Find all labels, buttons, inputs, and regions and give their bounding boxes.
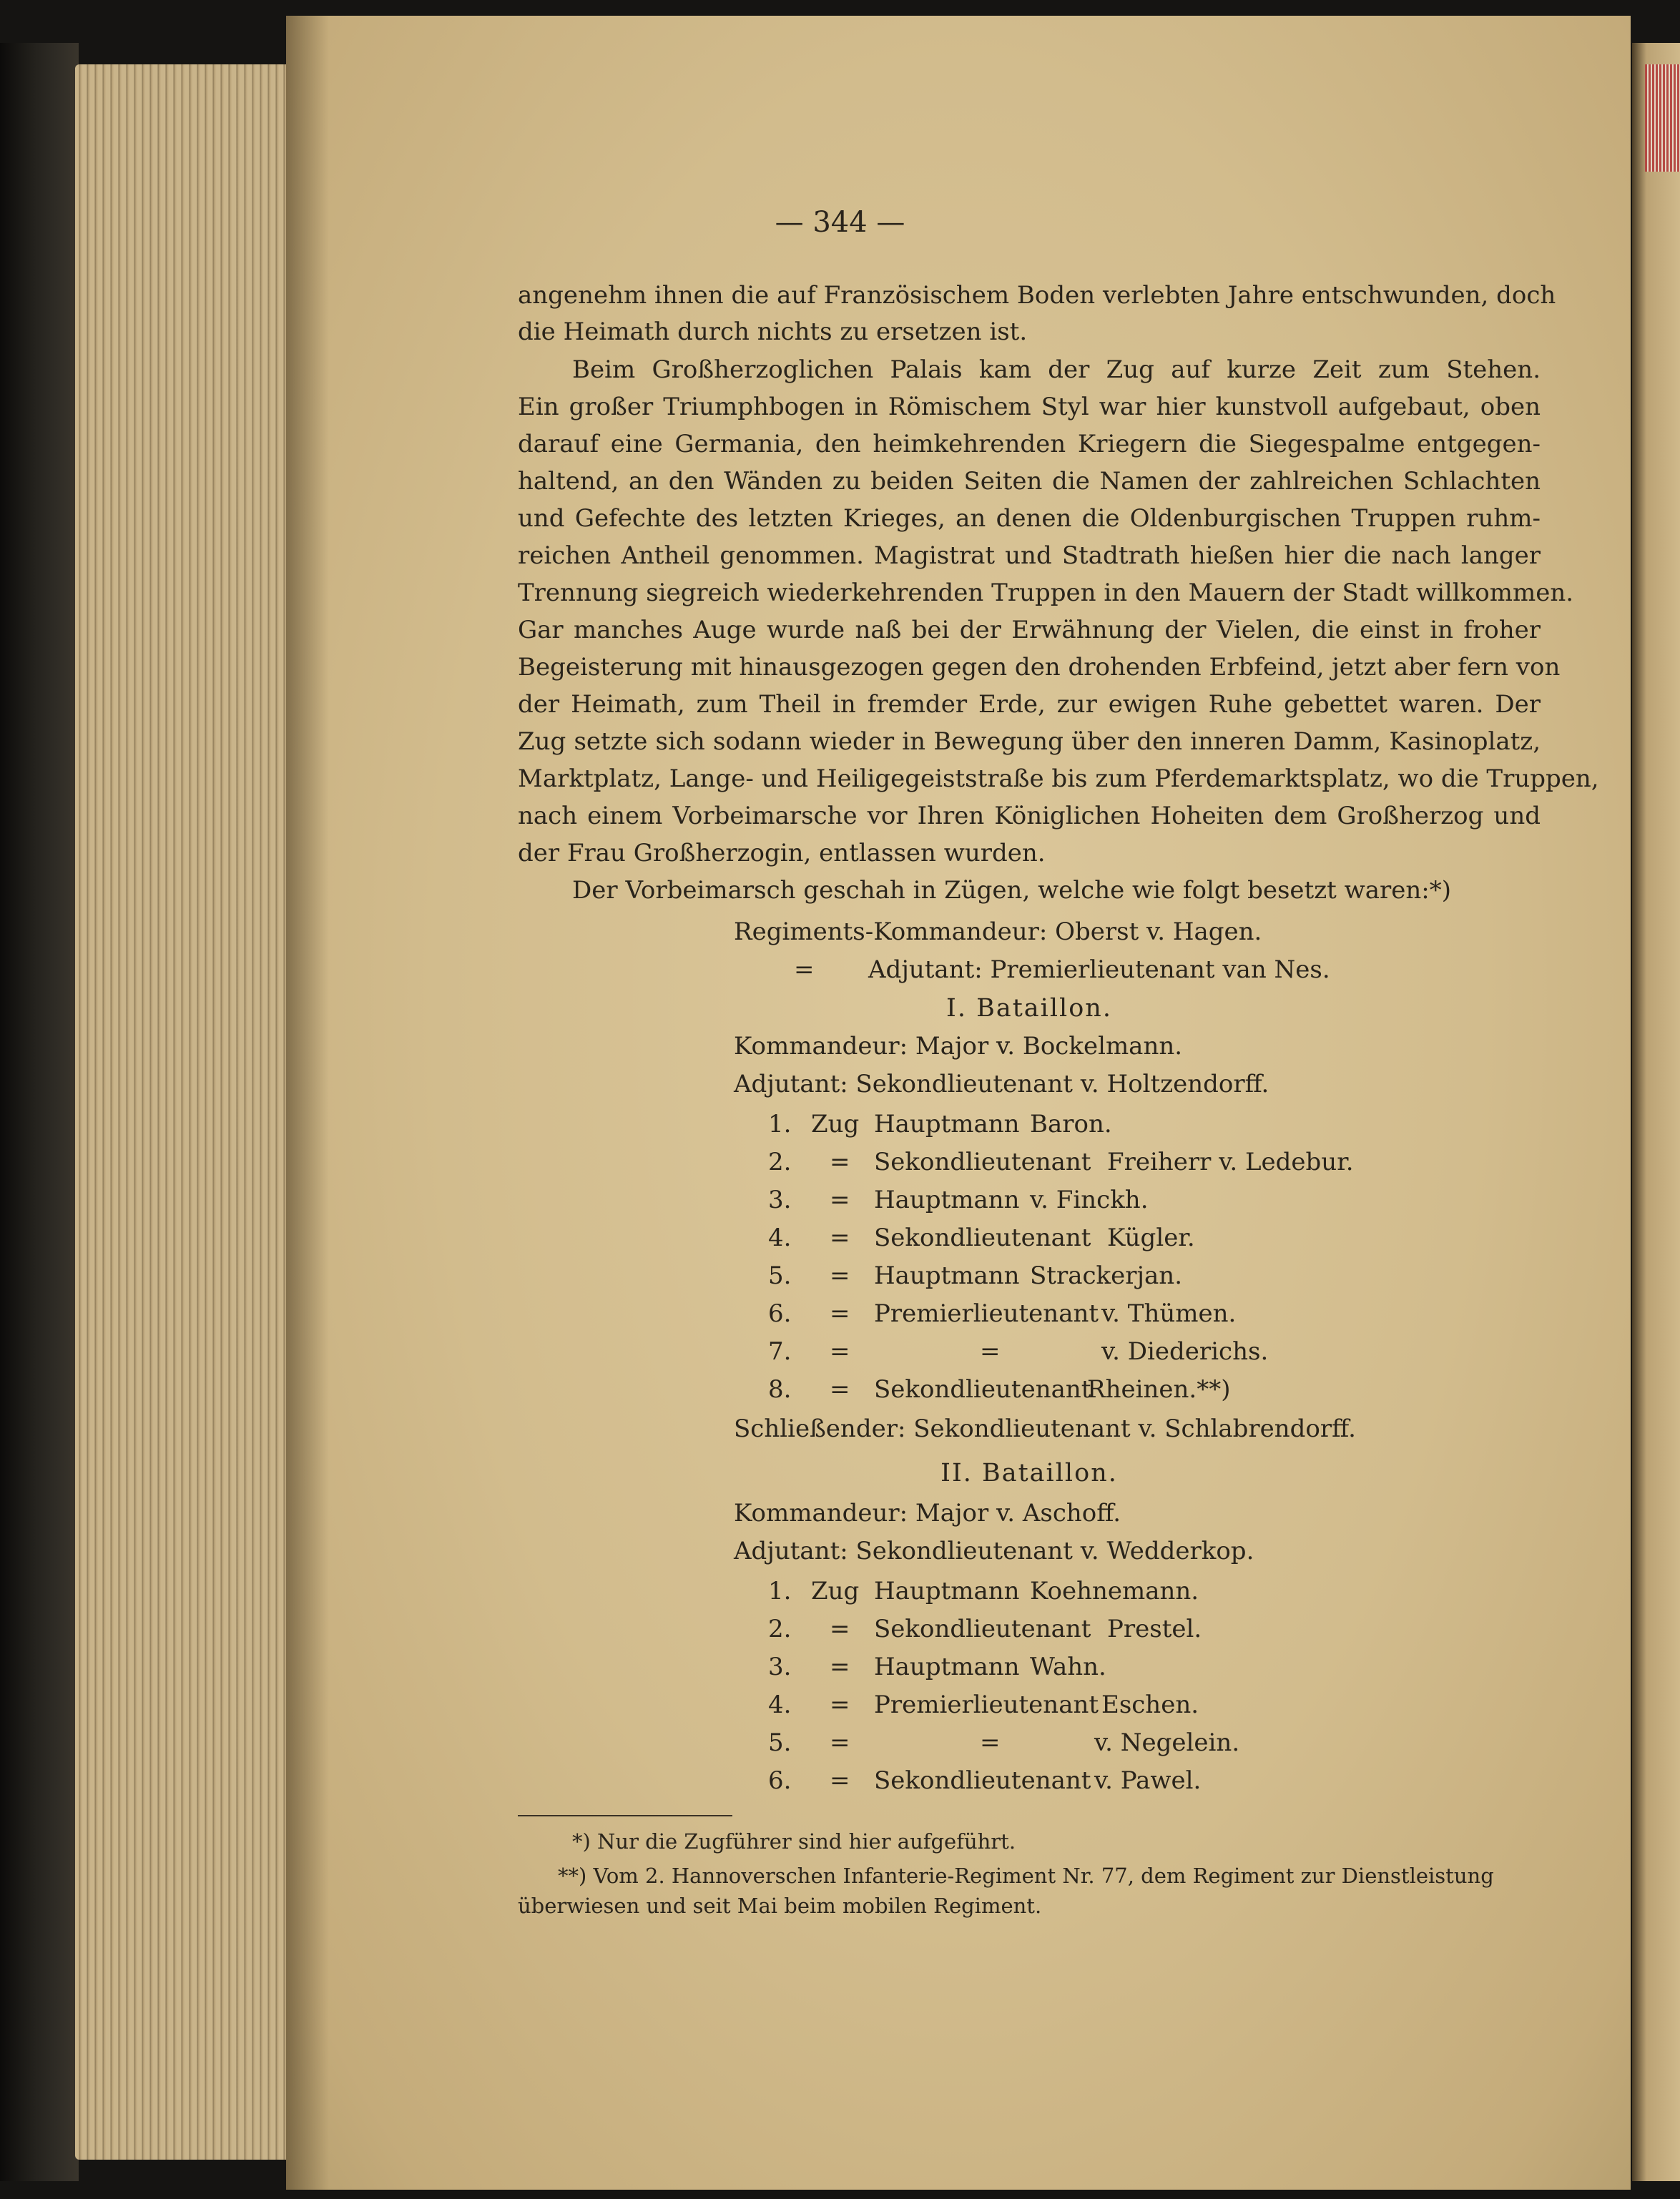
zug-mark: =: [830, 1653, 850, 1681]
zug-number: 5.: [768, 1728, 792, 1757]
paragraph-line: der Heimath, zum Theil in fremder Erde, zur ewigen Ruhe gebettet waren. Der: [518, 690, 1541, 719]
battalion-2-kommandeur: Kommandeur: Major v. Aschoff.: [734, 1499, 1121, 1528]
zug-rank: Hauptmann: [874, 1653, 1020, 1681]
regiment-adjutant: Adjutant: Premierlieutenant van Nes.: [868, 955, 1330, 984]
book-spine: [0, 43, 79, 2181]
paragraph-line: Gar manches Auge wurde naß bei der Erwähnung der Vielen, die einst in froher: [518, 616, 1541, 644]
zug-rank: =: [980, 1728, 1001, 1757]
paragraph-line: Zug setzte sich sodann wieder in Bewegung über den inneren Damm, Kasinoplatz,: [518, 727, 1541, 756]
battalion-1-kommandeur: Kommandeur: Major v. Bockelmann.: [734, 1032, 1183, 1061]
battalion-1-schliessender: Schließender: Sekondlieutenant v. Schlabrendorff.: [734, 1415, 1356, 1443]
zug-officer: v. Negelein.: [1094, 1728, 1240, 1757]
paragraph-line: Ein großer Triumphbogen in Römischem Styl war hier kunstvoll aufgebaut, oben: [518, 393, 1541, 421]
paragraph-line: Begeisterung mit hinausgezogen gegen den drohenden Erbfeind, jetzt aber fern von: [518, 653, 1561, 682]
zug-rank: Hauptmann: [874, 1261, 1020, 1290]
zug-number: 1.: [768, 1110, 792, 1138]
paragraph-line: die Heimath durch nichts zu ersetzen ist.: [518, 318, 1028, 346]
zug-rank: Premierlieutenant: [874, 1691, 1099, 1719]
paragraph-line: der Frau Großherzogin, entlassen wurden.: [518, 839, 1046, 867]
zug-number: 6.: [768, 1299, 792, 1328]
paragraph-line: Der Vorbeimarsch geschah in Zügen, welche wie folgt besetzt waren:*): [572, 876, 1451, 905]
zug-number: 8.: [768, 1375, 792, 1404]
footnote: **) Vom 2. Hannoverschen Infanterie-Regiment Nr. 77, dem Regiment zur Dienstleistung: [558, 1864, 1494, 1888]
zug-officer: Strackerjan.: [1030, 1261, 1183, 1290]
zug-mark: =: [830, 1186, 850, 1214]
paragraph-line: Trennung siegreich wiederkehrenden Truppen in den Mauern der Stadt willkommen.: [518, 579, 1574, 607]
paragraph-line: Marktplatz, Lange- und Heiligegeiststraße bis zum Pferdemarktsplatz, wo die Truppen,: [518, 764, 1599, 793]
zug-number: 3.: [768, 1653, 792, 1681]
battalion-1-heading: I. Bataillon.: [946, 994, 1112, 1023]
battalion-2-heading: II. Bataillon.: [940, 1459, 1118, 1487]
zug-rank: =: [980, 1337, 1001, 1366]
zug-mark: =: [830, 1224, 850, 1252]
zug-mark: =: [830, 1299, 850, 1328]
zug-number: 2.: [768, 1148, 792, 1176]
zug-officer: Rheinen.**): [1087, 1375, 1231, 1404]
zug-number: 1.: [768, 1577, 792, 1605]
zug-officer: v. Thümen.: [1101, 1299, 1237, 1328]
footnote-rule: [518, 1815, 732, 1816]
zug-mark: =: [830, 1615, 850, 1643]
zug-mark: =: [830, 1375, 850, 1404]
zug-officer: v. Finckh.: [1030, 1186, 1149, 1214]
battalion-2-adjutant: Adjutant: Sekondlieutenant v. Wedderkop.: [734, 1537, 1254, 1565]
zug-mark: =: [830, 1148, 850, 1176]
paragraph-line: nach einem Vorbeimarsche vor Ihren Königlichen Hoheiten dem Großherzog und: [518, 802, 1541, 830]
zug-officer: v. Diederichs.: [1101, 1337, 1269, 1366]
zug-number: 7.: [768, 1337, 792, 1366]
paragraph-line: und Gefechte des letzten Krieges, an denen die Oldenburgischen Truppen ruhm-: [518, 504, 1541, 533]
footnote: *) Nur die Zugführer sind hier aufgeführt.: [572, 1829, 1016, 1854]
zug-officer: Kügler.: [1107, 1224, 1195, 1252]
zug-rank: Hauptmann: [874, 1110, 1020, 1138]
zug-officer: Prestel.: [1107, 1615, 1202, 1643]
paragraph-line: Beim Großherzoglichen Palais kam der Zug auf kurze Zeit zum Stehen.: [572, 355, 1541, 384]
zug-mark: =: [830, 1337, 850, 1366]
zug-mark: Zug: [811, 1110, 860, 1138]
zug-rank: Sekondlieutenant: [874, 1766, 1091, 1795]
paragraph-line: angenehm ihnen die auf Französischem Boden verlebten Jahre entschwunden, doch: [518, 281, 1556, 310]
footnote: überwiesen und seit Mai beim mobilen Regiment.: [518, 1894, 1042, 1918]
paragraph-line: haltend, an den Wänden zu beiden Seiten die Namen der zahlreichen Schlachten: [518, 467, 1541, 496]
ditto-mark: =: [794, 955, 815, 984]
zug-mark: =: [830, 1691, 850, 1719]
zug-number: 4.: [768, 1691, 792, 1719]
zug-mark: =: [830, 1261, 850, 1290]
regiment-kommandeur: Regiments-Kommandeur: Oberst v. Hagen.: [734, 918, 1262, 946]
paragraph-line: darauf eine Germania, den heimkehrenden Kriegern die Siegespalme entgegen-: [518, 430, 1541, 458]
zug-rank: Sekondlieutenant: [874, 1615, 1091, 1643]
zug-officer: Koehnemann.: [1030, 1577, 1199, 1605]
zug-rank: Sekondlieutenant: [874, 1224, 1091, 1252]
zug-rank: Hauptmann: [874, 1577, 1020, 1605]
zug-rank: Sekondlieutenant: [874, 1148, 1091, 1176]
zug-number: 6.: [768, 1766, 792, 1795]
page-edges: [75, 64, 290, 2160]
zug-officer: Wahn.: [1030, 1653, 1106, 1681]
paragraph-line: reichen Antheil genommen. Magistrat und Stadtrath hießen hier die nach langer: [518, 541, 1541, 570]
zug-number: 2.: [768, 1615, 792, 1643]
zug-mark: =: [830, 1766, 850, 1795]
battalion-1-adjutant: Adjutant: Sekondlieutenant v. Holtzendorff.: [734, 1070, 1269, 1098]
zug-officer: Freiherr v. Ledebur.: [1107, 1148, 1354, 1176]
zug-mark: =: [830, 1728, 850, 1757]
zug-number: 5.: [768, 1261, 792, 1290]
zug-number: 3.: [768, 1186, 792, 1214]
facing-page-edge: [1632, 43, 1680, 2181]
zug-officer: Baron.: [1030, 1110, 1112, 1138]
zug-rank: Hauptmann: [874, 1186, 1020, 1214]
bookmark-ribbon: [1645, 64, 1680, 172]
page-gutter-shadow: [286, 16, 329, 2190]
zug-number: 4.: [768, 1224, 792, 1252]
zug-officer: v. Pawel.: [1094, 1766, 1202, 1795]
zug-mark: Zug: [811, 1577, 860, 1605]
zug-officer: Eschen.: [1101, 1691, 1199, 1719]
zug-rank: Premierlieutenant: [874, 1299, 1099, 1328]
zug-rank: Sekondlieutenant: [874, 1375, 1091, 1404]
page-number: — 344 —: [775, 206, 905, 239]
